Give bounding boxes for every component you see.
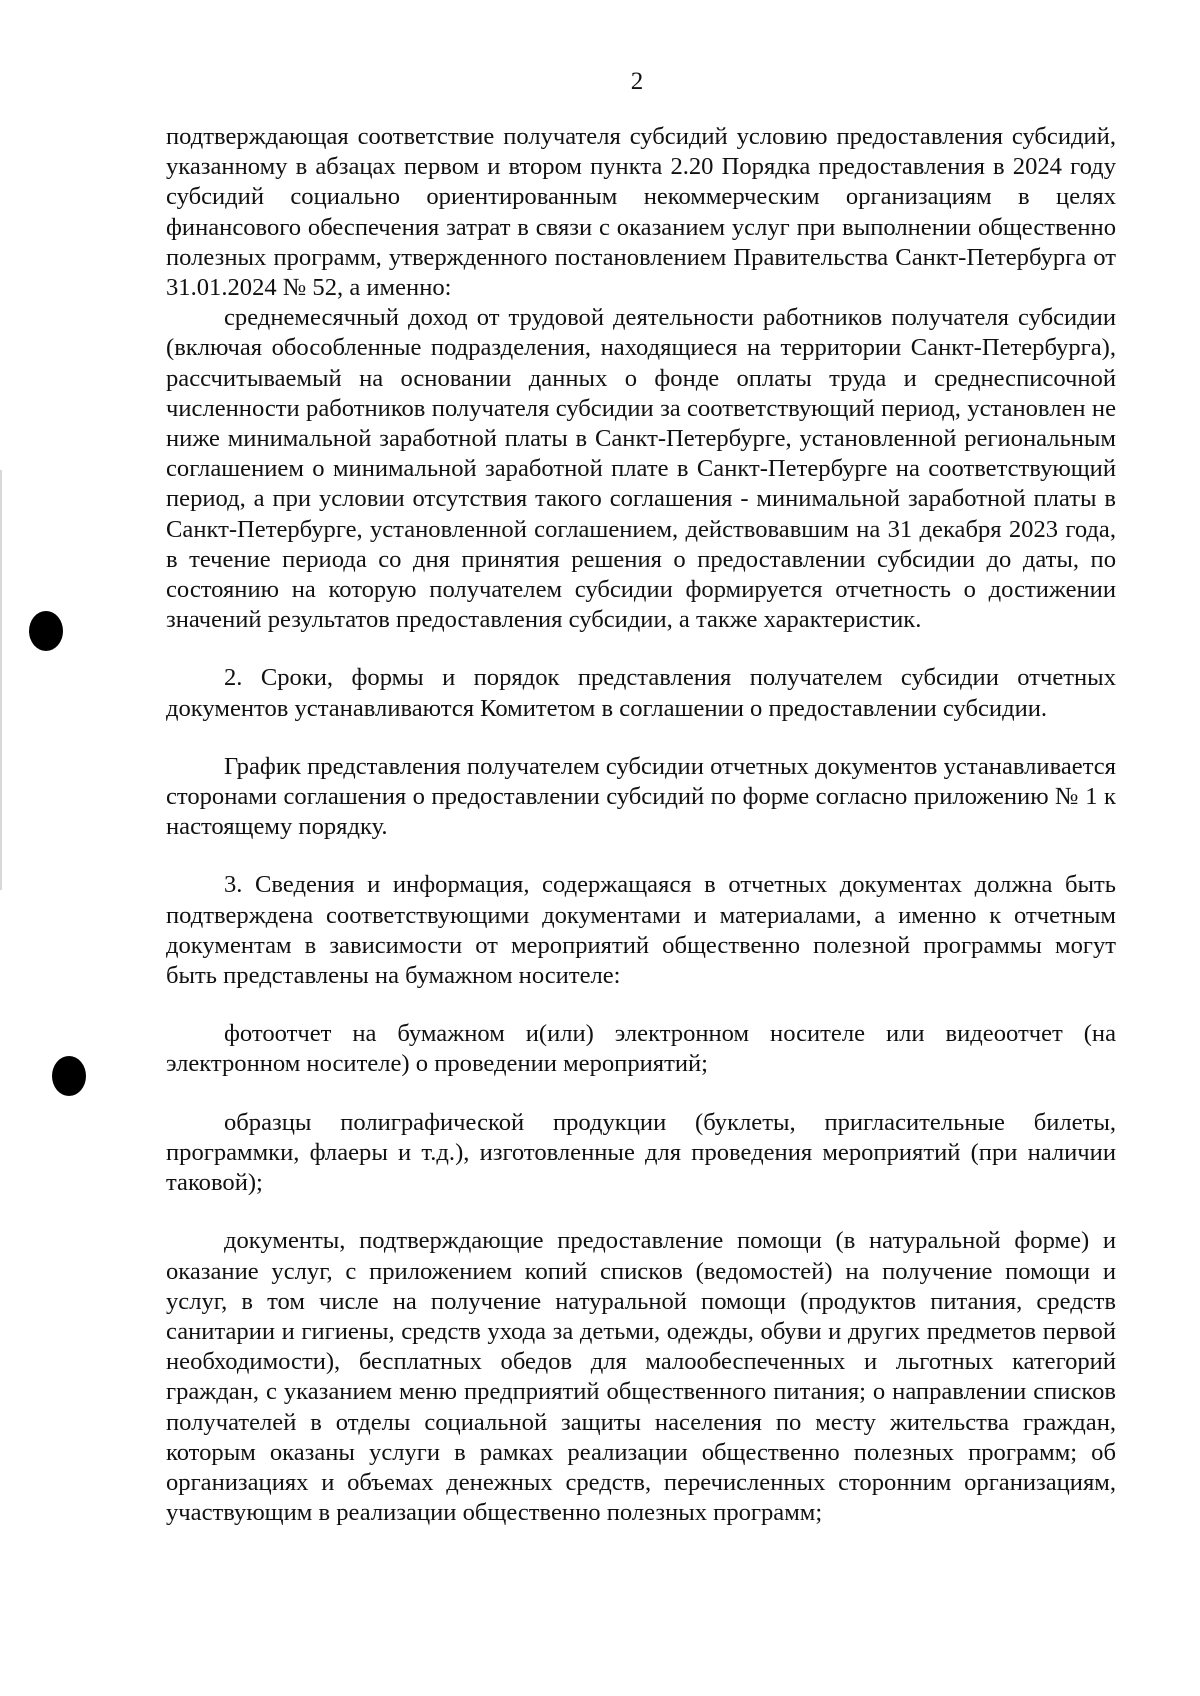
paragraph-average-income: среднемесячный доход от трудовой деятельности работников получателя субсидии (включая обособленные подразделения, находящиеся на территории Санкт-Петербурга), рассчитываемый на основании данных о фонде оплаты труда и среднесписочной численности работников получателя субсидии за соответствующий период, установлен не ниже минимальной заработной платы в Санкт-Петербурге, установленной региональным соглашением о минимальной заработной плате в Санкт-Петербурге на соответствующий период, а при условии отсутствия такого соглашения - минимальной заработной платы в Санкт-Петербурге, установленной соглашением, действовавшим на 31 декабря 2023 года, в течение периода со дня принятия решения о предоставлении субсидии до даты, по состоянию на которую получателем субсидии формируется отчетность о достижении значений результатов предоставления субсидии, а также характеристик. <box>166 304 1116 634</box>
paragraph-reporting-schedule: График представления получателем субсидии отчетных документов устанавливается сторонами соглашения о предоставлении субсидий по форме согласно приложению № 1 к настоящему порядку. <box>166 752 1116 841</box>
document-body <box>166 122 1116 1528</box>
paragraph-reporting-terms: 2. Сроки, формы и порядок представления получателем субсидии отчетных документов устанавливаются Комитетом в соглашении о предоставлении субсидии. <box>166 664 1116 722</box>
page-number: 2 <box>630 68 644 95</box>
paragraph-compliance-condition: подтверждающая соответствие получателя субсидий условию предоставления субсидий, указанному в абзацах первом и втором пункта 2.20 Порядка предоставления в 2024 году субсидий социально ориентированным некоммерческим организациям в целях финансового обеспечения затрат в связи с оказанием услуг при выполнении общественно полезных программ, утвержденного постановлением Правительства Санкт-Петербурга от 31.01.2024 № 52, а именно: <box>166 123 1116 302</box>
scan-edge-line <box>0 470 2 890</box>
punch-hole-top <box>29 611 63 651</box>
paragraph-supporting-documents: 3. Сведения и информация, содержащаяся в отчетных документах должна быть подтверждена соответствующими документами и материалами, а именно к отчетным документам в зависимости от мероприятий общественно полезной программы могут быть представлены на бумажном носителе: <box>166 871 1116 990</box>
paragraph-photo-report: фотоотчет на бумажном и(или) электронном носителе или видеоотчет (на электронном носителе) о проведении мероприятий; <box>166 1020 1116 1078</box>
punch-hole-bottom <box>52 1056 86 1096</box>
paragraph-printed-samples: образцы полиграфической продукции (буклеты, пригласительные билеты, программки, флаеры и т.д.), изготовленные для проведения мероприятий (при наличии таковой); <box>166 1108 1116 1197</box>
paragraph-assistance-documents: документы, подтверждающие предоставление помощи (в натуральной форме) и оказание услуг, с приложением копий списков (ведомостей) на получение помощи и услуг, в том числе на получение натуральной помощи (продуктов питания, средств санитарии и гигиены, средств ухода за детьми, одежды, обуви и других предметов первой необходимости), бесплатных обедов для малообеспеченных и льготных категорий граждан, с указанием меню предприятий общественного питания; о направлении списков получателей в отделы социальной защиты населения по месту жительства граждан, которым оказаны услуги в рамках реализации общественно полезных программ; об организациях и объемах денежных средств, перечисленных сторонним организациям, участвующим в реализации общественно полезных программ; <box>166 1227 1116 1527</box>
